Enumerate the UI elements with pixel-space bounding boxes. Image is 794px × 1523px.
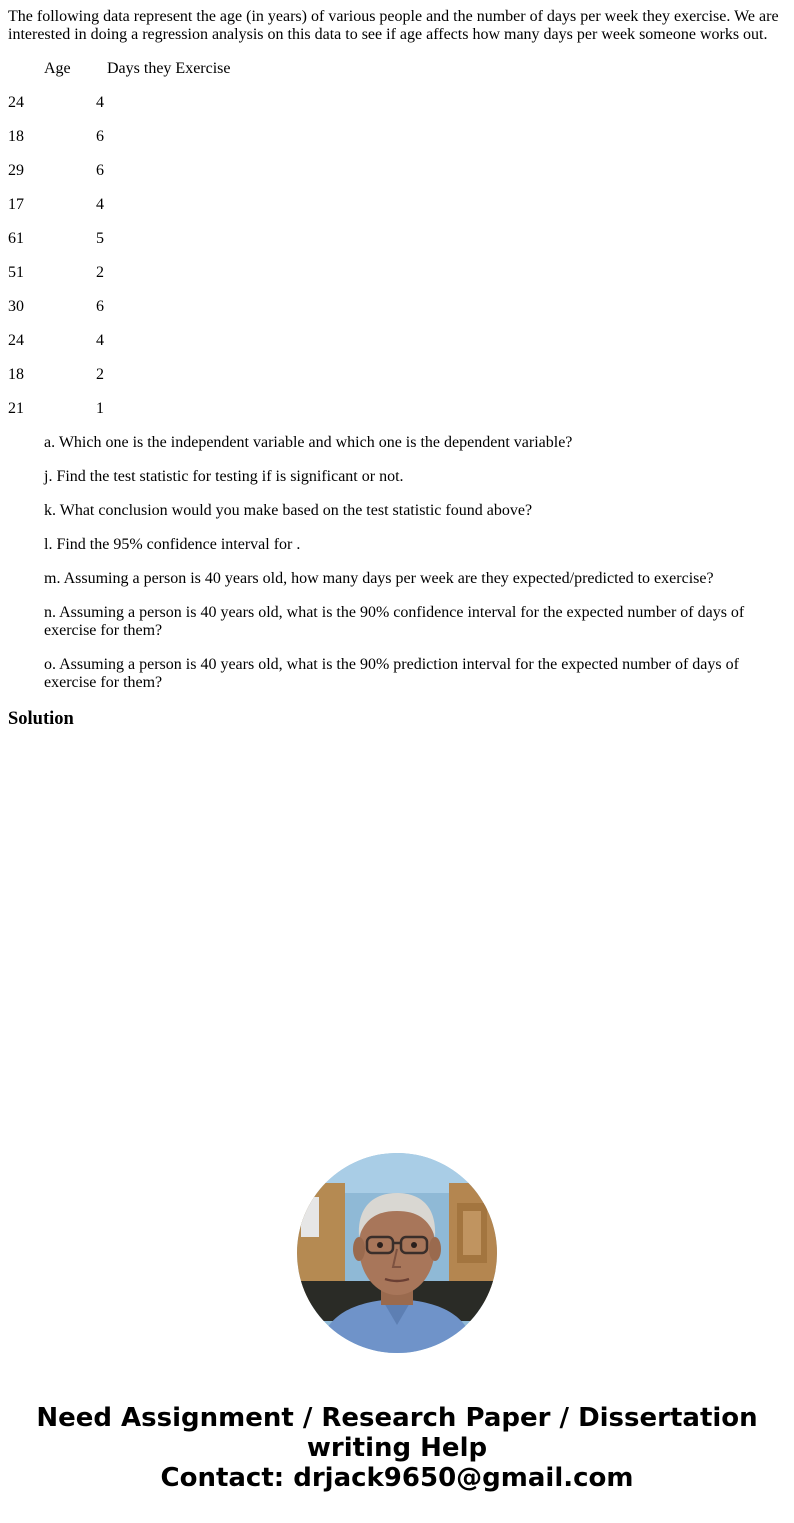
days-cell: 5 <box>96 230 104 247</box>
table-row <box>8 162 786 180</box>
table-row <box>8 298 786 316</box>
question-k: k. What conclusion would you make based on the test statistic found above? <box>44 502 533 519</box>
age-cell: 21 <box>8 400 24 417</box>
age-cell: 51 <box>8 264 24 281</box>
promo-line-2: writing Help <box>306 1433 488 1463</box>
age-cell: 30 <box>8 298 24 315</box>
question-o: o. Assuming a person is 40 years old, what is the 90% prediction interval for the expected number of days of exercise for them? <box>44 656 739 691</box>
age-cell: 24 <box>8 332 24 349</box>
question-m: m. Assuming a person is 40 years old, how many days per week are they expected/predicted to exercise? <box>44 570 714 587</box>
table-row <box>8 196 786 214</box>
table-row <box>8 94 786 112</box>
question-l: l. Find the 95% confidence interval for . <box>44 536 301 553</box>
table-row <box>8 128 786 146</box>
age-cell: 18 <box>8 366 24 383</box>
age-column-header: Age <box>44 60 71 77</box>
promo-line-1: Need Assignment / Research Paper / Dissertation <box>36 1403 758 1433</box>
contact-banner <box>0 1403 794 1493</box>
days-cell: 4 <box>96 332 104 349</box>
solution-heading: Solution <box>8 709 74 729</box>
document-body <box>8 8 786 730</box>
days-cell: 4 <box>96 94 104 111</box>
table-row <box>8 230 786 248</box>
table-row <box>8 264 786 282</box>
days-cell: 1 <box>96 400 104 417</box>
avatar <box>297 1153 497 1353</box>
days-column-header: Days they Exercise <box>107 60 231 77</box>
question-j: j. Find the test statistic for testing if is significant or not. <box>44 468 404 485</box>
days-cell: 6 <box>96 298 104 315</box>
age-cell: 24 <box>8 94 24 111</box>
days-cell: 4 <box>96 196 104 213</box>
question-a: a. Which one is the independent variable and which one is the dependent variable? <box>44 434 573 451</box>
days-cell: 2 <box>96 366 104 383</box>
question-list <box>8 434 786 692</box>
age-cell: 17 <box>8 196 24 213</box>
age-cell: 29 <box>8 162 24 179</box>
days-cell: 6 <box>96 162 104 179</box>
days-cell: 6 <box>96 128 104 145</box>
problem-intro: The following data represent the age (in years) of various people and the number of days per week they exercise. We are interested in doing a regression analysis on this data to see if age affects how many days per week someone works out. <box>8 8 779 43</box>
table-row <box>8 400 786 418</box>
question-n: n. Assuming a person is 40 years old, what is the 90% confidence interval for the expected number of days of exercise for them? <box>44 604 745 639</box>
promo-contact-line: Contact: drjack9650@gmail.com <box>160 1463 634 1493</box>
avatar-photo <box>297 1153 497 1353</box>
days-cell: 2 <box>96 264 104 281</box>
table-row <box>8 366 786 384</box>
age-cell: 18 <box>8 128 24 145</box>
table-header-row <box>8 60 786 78</box>
age-cell: 61 <box>8 230 24 247</box>
table-row <box>8 332 786 350</box>
